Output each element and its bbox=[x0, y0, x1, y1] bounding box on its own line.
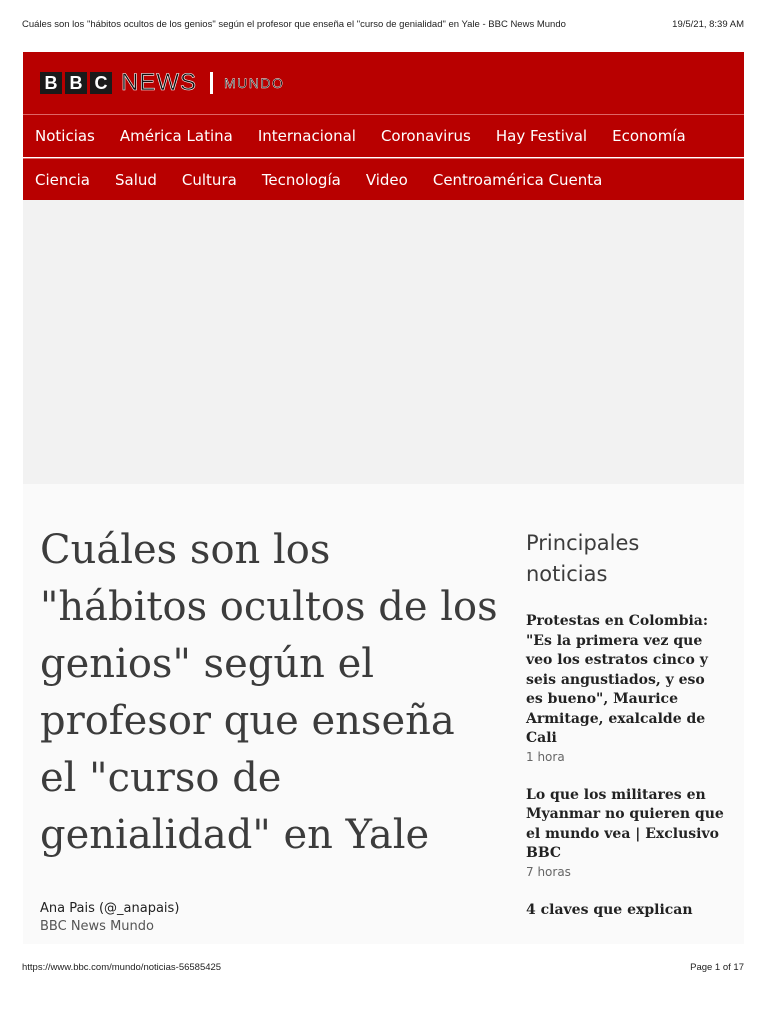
byline-outlet: BBC News Mundo bbox=[40, 919, 154, 934]
bbc-logo-letter: B bbox=[40, 72, 62, 94]
nav-item-hay-festival[interactable]: Hay Festival bbox=[495, 127, 588, 145]
news-wordmark[interactable]: NEWS bbox=[121, 69, 197, 96]
masthead-divider bbox=[210, 72, 213, 94]
byline bbox=[40, 900, 179, 936]
print-footer bbox=[22, 962, 744, 973]
primary-nav-row-2 bbox=[23, 158, 744, 201]
print-url: https://www.bbc.com/mundo/noticias-56585425 bbox=[22, 962, 222, 973]
nav-item-noticias[interactable]: Noticias bbox=[35, 127, 95, 145]
article-headline: Cuáles son los "hábitos ocultos de los genios" según el profesor que enseña el "curso de genialidad" en Yale bbox=[40, 527, 498, 858]
print-datetime: 19/5/21, 8:39 AM bbox=[672, 19, 744, 30]
article-content bbox=[23, 484, 744, 944]
bbc-logo-letter: B bbox=[65, 72, 87, 94]
nav-item-economia[interactable]: Economía bbox=[612, 127, 686, 145]
nav-item-video[interactable]: Video bbox=[365, 171, 408, 189]
byline-author[interactable]: Ana Pais (@_anapais) bbox=[40, 901, 180, 916]
nav-item-ciencia[interactable]: Ciencia bbox=[35, 171, 90, 189]
mundo-wordmark[interactable]: MUNDO bbox=[224, 75, 285, 91]
nav-item-coronavirus[interactable]: Coronavirus bbox=[380, 127, 471, 145]
top-story-time: 7 horas bbox=[526, 864, 571, 879]
bbc-logo[interactable] bbox=[40, 72, 112, 94]
nav-item-tecnologia[interactable]: Tecnología bbox=[261, 171, 341, 189]
top-story-item[interactable] bbox=[526, 901, 726, 921]
primary-nav-row-1 bbox=[23, 114, 744, 157]
print-page-number: Page 1 of 17 bbox=[690, 962, 744, 973]
ad-placeholder bbox=[23, 200, 744, 484]
print-header bbox=[22, 19, 744, 30]
nav-item-america-latina[interactable]: América Latina bbox=[119, 127, 233, 145]
nav-item-centroamerica-cuenta[interactable]: Centroamérica Cuenta bbox=[432, 171, 603, 189]
nav-item-salud[interactable]: Salud bbox=[114, 171, 157, 189]
top-story-item[interactable] bbox=[526, 612, 726, 764]
bbc-logo-letter: C bbox=[90, 72, 112, 94]
nav-item-cultura[interactable]: Cultura bbox=[181, 171, 237, 189]
top-story-item[interactable] bbox=[526, 786, 726, 879]
top-stories-sidebar bbox=[526, 528, 726, 920]
masthead bbox=[23, 52, 744, 114]
sidebar-title: Principales noticias bbox=[526, 531, 640, 586]
top-story-title[interactable]: Protestas en Colombia: "Es la primera vez que veo los estratos cinco y seis angustiados, y eso es bueno", Maurice Armitage, exalcalde de Cali bbox=[526, 613, 709, 746]
top-story-title[interactable]: Lo que los militares en Myanmar no quieren que el mundo vea | Exclusivo BBC bbox=[526, 786, 724, 861]
top-story-title[interactable]: 4 claves que explican bbox=[526, 901, 693, 918]
print-page-title: Cuáles son los "hábitos ocultos de los genios" según el profesor que enseña el "curso de genialidad" en Yale - BBC News Mundo bbox=[22, 19, 566, 30]
nav-item-internacional[interactable]: Internacional bbox=[257, 127, 356, 145]
top-story-time: 1 hora bbox=[526, 749, 565, 764]
